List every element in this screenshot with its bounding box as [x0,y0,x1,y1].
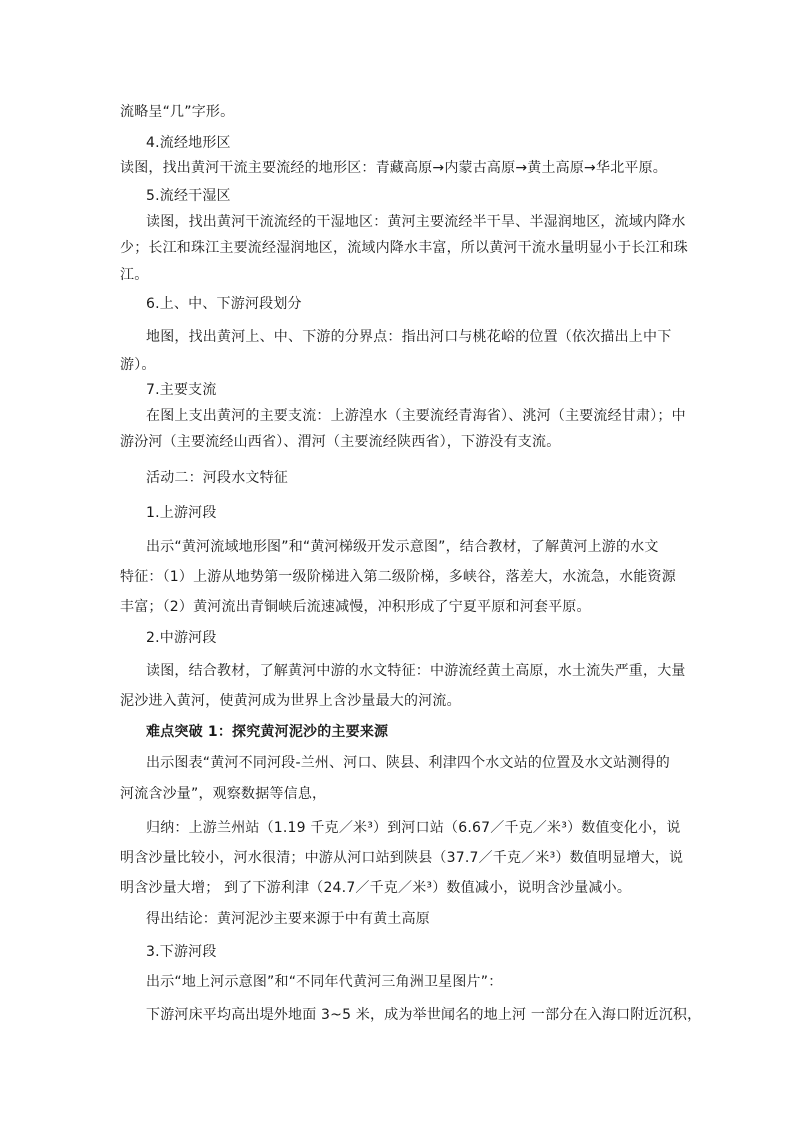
text-line: 出示图表“黄河不同河段-兰州、河口、陕县、利津四个水文站的位置及水文站测得的 [146,755,670,771]
section-heading: 5.流经干湿区 [146,188,231,204]
text-line: 游汾河（主要流经山西省）、渭河（主要流经陕西省），下游没有支流。 [120,434,561,450]
section-heading: 2.中游河段 [146,630,217,646]
section-heading: 3.下游河段 [146,944,217,960]
text-line: 少；长江和珠江主要流经湿润地区，流域内降水丰富，所以黄河干流水量明显小于长江和珠 [120,240,688,256]
text-line: 归纳：上游兰州站（1.19 千克／米³）到河口站（6.67／千克／米³）数值变化小，说 [146,820,681,836]
text-line: 读图，结合教材，了解黄河中游的水文特征：中游流经黄土高原，水土流失严重，大量 [146,663,686,679]
text-line: 游）。 [120,357,156,373]
text-line: 在图上支出黄河的主要支流：上游湟水（主要流经青海省）、洮河（主要流经甘肃）；中 [146,408,686,424]
text-line: 明含沙量大增； 到了下游利津（24.7／千克／米³）数值减小，说明含沙量减小。 [120,880,632,896]
text-line: 出示“地上河示意图”和“不同年代黄河三角洲卫星图片”： [146,974,503,990]
text-line: 江。 [120,267,149,283]
text-line: 出示“黄河流域地形图”和“黄河梯级开发示意图”，结合教材，了解黄河上游的水文 [146,539,659,555]
conclusion-line: 得出结论：黄河泥沙主要来源于中有黄土高原 [146,911,430,927]
text-line: 地图，找出黄河上、中、下游的分界点：指出河口与桃花峪的位置（依次描出上中下 [146,329,672,345]
section-heading: 6.上、中、下游河段划分 [146,296,302,312]
text-line: 泥沙进入黄河，使黄河成为世界上含沙量最大的河流。 [120,693,461,709]
text-line: 明含沙量比较小，河水很清；中游从河口站到陕县（37.7／千克／米³）数值明显增大，说 [120,850,684,866]
text-line: 读图，找出黄河干流流经的干湿地区：黄河主要流经半干旱、半湿润地区，流域内降水 [146,214,686,230]
difficulty-heading: 难点突破 1：探究黄河泥沙的主要来源 [146,724,389,740]
text-line: 河流含沙量”，观察数据等信息， [120,786,327,802]
text-line: 流略呈“几”字形。 [120,104,235,120]
text-line: 丰富；（2）黄河流出青铜峡后流速减慢，冲积形成了宁夏平原和河套平原。 [120,599,591,615]
text-line: 读图，找出黄河干流主要流经的地形区：青藏高原→内蒙古高原→黄土高原→华北平原。 [120,160,667,176]
text-line: 特征：（1）上游从地势第一级阶梯进入第二级阶梯，多峡谷，落差大，水流急，水能资源 [120,569,676,585]
text-line: 下游河床平均高出堤外地面 3~5 米，成为举世闻名的地上河 一部分在入海口附近沉积， [146,1007,702,1023]
section-heading: 1.上游河段 [146,505,217,521]
section-heading: 4.流经地形区 [146,135,231,151]
section-heading: 7.主要支流 [146,382,217,398]
activity-heading: 活动二：河段水文特征 [146,470,288,486]
